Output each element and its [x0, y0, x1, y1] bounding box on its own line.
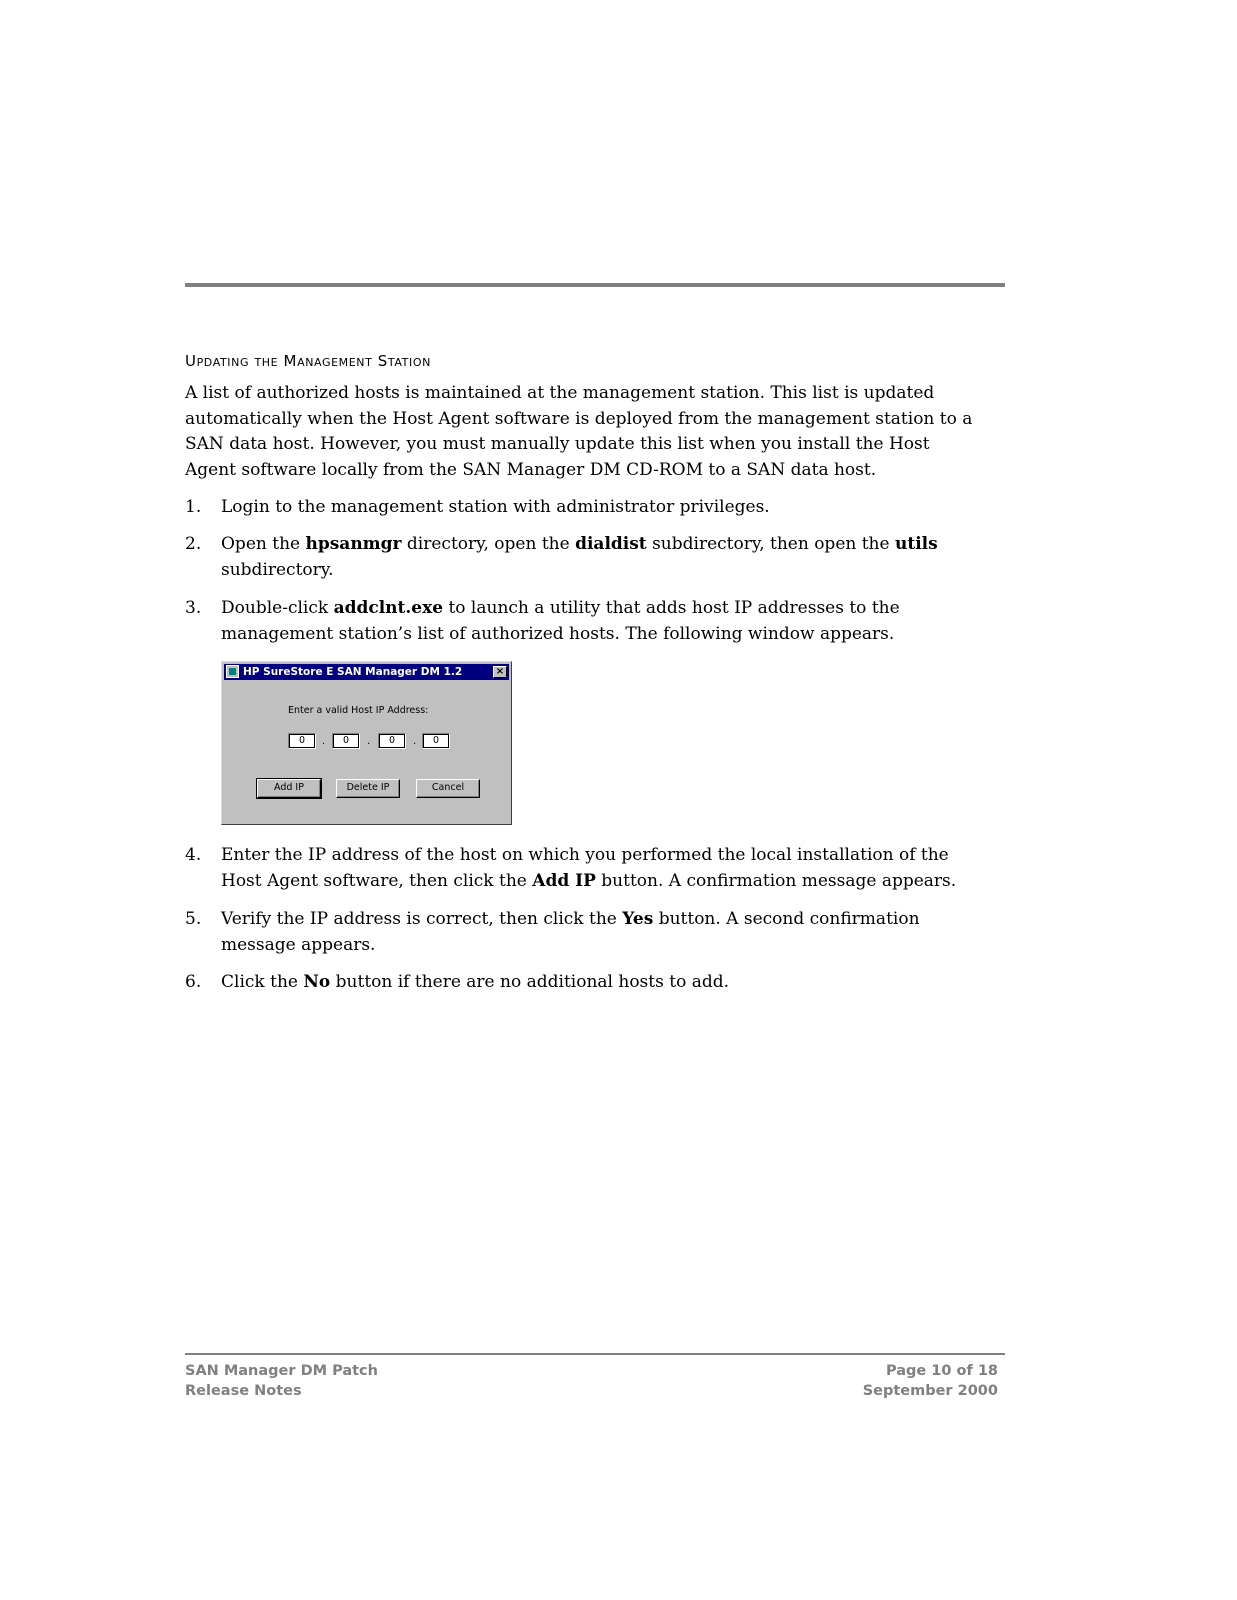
footer-left	[185, 1361, 378, 1401]
doc-title: SAN Manager DM Patch	[185, 1363, 378, 1379]
step-number: 6.	[185, 972, 202, 992]
doc-date: September 2000	[862, 1383, 998, 1399]
footer-rule	[185, 1353, 1005, 1355]
footer-right	[863, 1361, 998, 1401]
add-ip-button[interactable]: Add IP	[257, 779, 321, 798]
step-number: 1.	[185, 497, 202, 517]
ip-octet-2-input[interactable]: 0	[332, 733, 360, 749]
step-text: Click the No button if there are no additional hosts to add.	[221, 972, 730, 992]
doc-subtitle: Release Notes	[185, 1383, 302, 1399]
page-number: Page 10 of 18	[885, 1363, 998, 1379]
cancel-button[interactable]: Cancel	[416, 779, 480, 798]
section-heading: Updating the Management Station	[185, 352, 431, 370]
ip-octet-4-input[interactable]: 0	[422, 733, 450, 749]
step-text: Double-click addclnt.exe to launch a utility that adds host IP addresses to the management station’s list of authorized hosts. The following window appears.	[221, 598, 900, 644]
delete-ip-button[interactable]: Delete IP	[336, 779, 400, 798]
ip-separator: .	[367, 736, 371, 747]
step-number: 4.	[185, 845, 202, 865]
step-text: Enter the IP address of the host on which you performed the local installation of the Host Agent software, then click the Add IP button. A confirmation message appears.	[221, 845, 957, 891]
ip-separator: .	[413, 736, 417, 747]
step-number: 2.	[185, 534, 202, 554]
step-text: Login to the management station with administrator privileges.	[221, 497, 770, 517]
ip-separator: .	[322, 736, 326, 747]
ip-prompt-label: Enter a valid Host IP Address:	[288, 705, 429, 716]
close-icon[interactable]: ×	[493, 666, 507, 678]
dialog-title: HP SureStore E SAN Manager DM 1.2	[243, 666, 463, 678]
app-icon	[226, 665, 239, 678]
step-text: Open the hpsanmgr directory, open the dialdist subdirectory, then open the utils subdirectory.	[221, 534, 938, 580]
ip-address-dialog	[221, 661, 512, 825]
step-number: 3.	[185, 598, 202, 618]
intro-paragraph: A list of authorized hosts is maintained at the management station. This list is updated automatically when the Host Agent software is deployed from the management station to a SAN data host. However, you must manually update this list when you install the Host Agent software locally from the SAN Manager DM CD-ROM to a SAN data host.	[185, 383, 973, 481]
top-rule	[185, 283, 1005, 287]
dialog-titlebar	[224, 664, 509, 680]
step-text: Verify the IP address is correct, then click the Yes button. A second confirmation message appears.	[221, 909, 920, 955]
step-number: 5.	[185, 909, 202, 929]
ip-octet-1-input[interactable]: 0	[288, 733, 316, 749]
ip-octet-3-input[interactable]: 0	[378, 733, 406, 749]
